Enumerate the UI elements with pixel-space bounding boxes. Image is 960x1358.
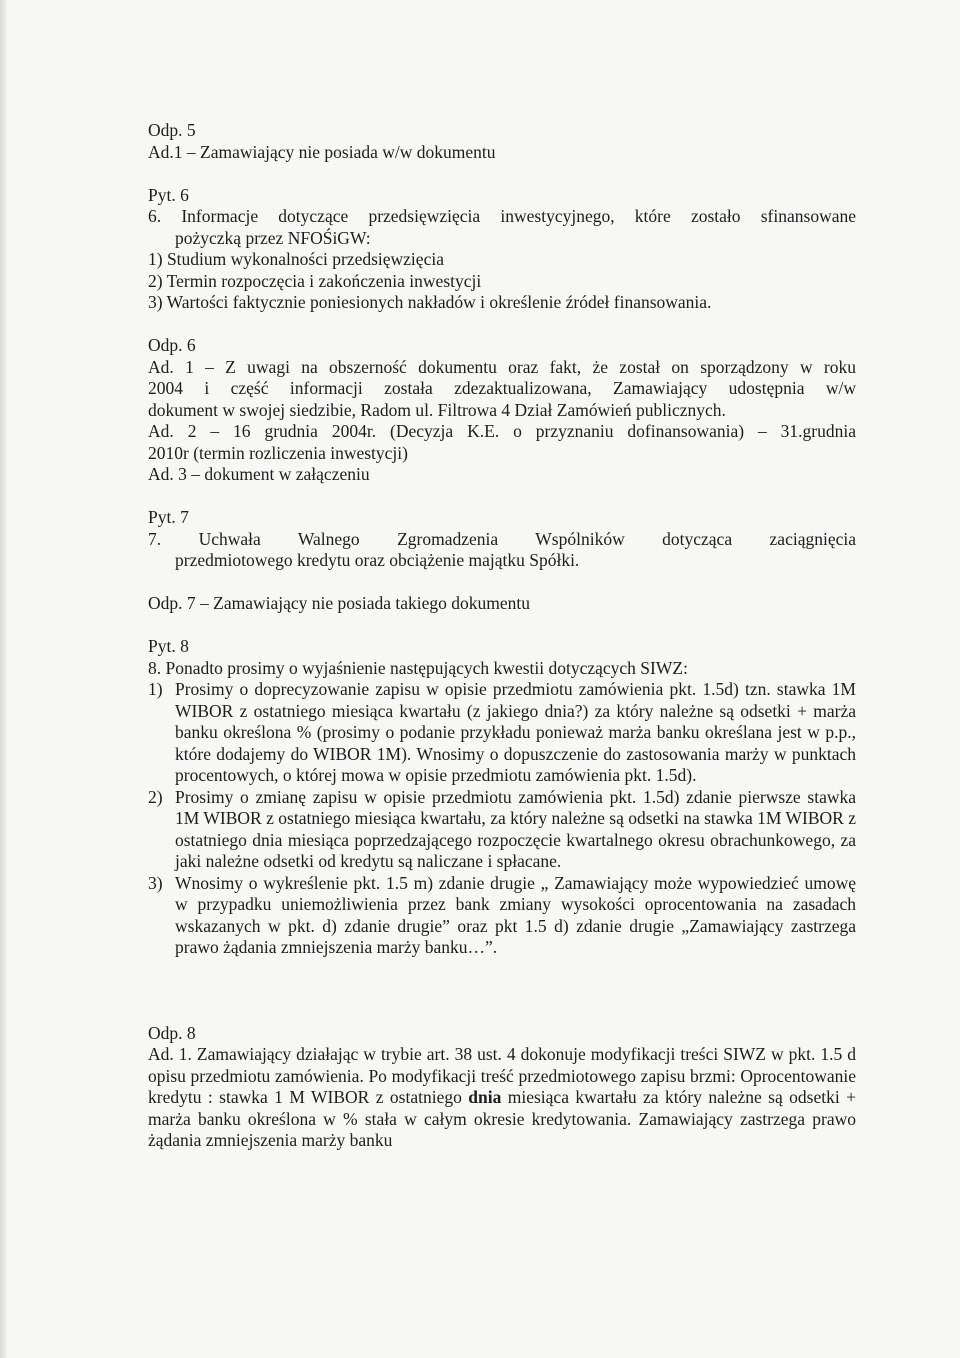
odp6-ad1-line3: dokument w swojej siedzibie, Radom ul. Filtrowa 4 Dział Zamówień publicznych. <box>148 399 726 420</box>
odp8-bold-word: dnia <box>468 1087 502 1107</box>
pyt7-line2: przedmiotowego kredytu oraz obciążenie majątku Spółki. <box>175 550 580 570</box>
document-page <box>148 120 856 1152</box>
odp6-ad2-line1: Ad. 2 – 16 grudnia 2004r. (Decyzja K.E. o przyznaniu dofinansowania) – 31.grudnia <box>148 421 856 441</box>
pyt8-heading: Pyt. 8 <box>148 636 189 656</box>
odp5-line: Ad.1 – Zamawiający nie posiada w/w dokumentu <box>148 141 496 162</box>
pyt7-section <box>148 507 856 572</box>
odp6-ad1-line2: 2004 i część informacji została zdezaktualizowana, Zamawiający udostępnia w/w <box>148 378 856 398</box>
pyt8-item-text: Prosimy o doprecyzowanie zapisu w opisie przedmiotu zamówienia pkt. 1.5d) tzn. stawka 1M WIBOR z ostatniego miesiąca kwartału (z jakiego dnia?) za który należne są odsetki + marża banku określona % (prosimy o podanie przykładu ponieważ marża banku określana jest w p.p., które dodajemy do WIBOR 1M). Wnosimy o dopuszczenie do zastosowania marży w punktach procentowych, o której mowa w opisie przedmiotu zamówienia pkt. 1.5d). <box>175 679 856 785</box>
pyt8-item <box>148 679 856 787</box>
pyt8-item-number: 2) <box>148 786 163 807</box>
pyt8-item <box>148 787 856 873</box>
odp8-section <box>148 1023 856 1152</box>
pyt6-question-line1: 6. Informacje dotyczące przedsięwzięcia inwestycyjnego, które zostało sfinansowane <box>148 206 856 226</box>
odp6-section <box>148 335 856 486</box>
pyt7-line1: 7. Uchwała Walnego Zgromadzenia Wspólników dotycząca zaciągnięcia <box>148 528 856 549</box>
pyt8-section <box>148 636 856 959</box>
odp7-section <box>148 593 856 615</box>
odp7-line: Odp. 7 – Zamawiający nie posiada takiego dokumentu <box>148 593 530 613</box>
pyt6-item: 2) Termin rozpoczęcia i zakończenia inwestycji <box>148 270 482 291</box>
pyt8-item-text: Wnosimy o wykreślenie pkt. 1.5 m) zdanie drugie „ Zamawiający może wypowiedzieć umowę w przypadku uniemożliwienia przez bank zmiany wysokości oprocentowania na zasadach wskazanych w pkt. d) zdanie drugie” oraz pkt 1.5 d) zdanie drugie „Zamawiający zastrzega prawo żądania zmniejszenia marży banku…”. <box>175 872 856 957</box>
odp8-heading: Odp. 8 <box>148 1022 196 1043</box>
pyt7-heading: Pyt. 7 <box>148 507 189 527</box>
pyt8-intro: 8. Ponadto prosimy o wyjaśnienie następujących kwestii dotyczących SIWZ: <box>148 657 688 678</box>
pyt8-item <box>148 873 856 959</box>
odp5-section <box>148 120 856 163</box>
odp8-paragraph <box>148 1044 856 1152</box>
odp8-text-before-bold: Ad. 1. Zamawiający działając w trybie art. 38 ust. 4 dokonuje modyfikacji treści SIWZ w pkt. 1.5 d opisu przedmiotu zamówienia. Po modyfikacji treść przedmiotowego zapisu brzmi: Oprocentowanie kredytu : stawka 1 M WIBOR z ostatniego <box>148 1044 856 1107</box>
pyt6-item: 1) Studium wykonalności przedsięwzięcia <box>148 249 444 269</box>
odp6-ad2-line2: 2010r (termin rozliczenia inwestycji) <box>148 442 408 463</box>
pyt6-item: 3) Wartości faktycznie poniesionych nakładów i określenie źródeł finansowania. <box>148 292 712 312</box>
odp6-ad3: Ad. 3 – dokument w załączeniu <box>148 464 370 484</box>
odp6-heading: Odp. 6 <box>148 335 196 355</box>
odp6-ad1-line1: Ad. 1 – Z uwagi na obszerność dokumentu oraz fakt, że został on sporządzony w roku <box>148 356 856 377</box>
pyt8-item-text: Prosimy o zmianę zapisu w opisie przedmiotu zamówienia pkt. 1.5d) zdanie pierwsze stawka 1M WIBOR z ostatniego miesiąca kwartału, za który należne są odsetki na stawka 1M WIBOR z ostatniego dnia miesiąca poprzedzającego rozpoczęcie kwartalnego okresu obrachunkowego, za jaki należne odsetki od kredytu są naliczane i spłacane. <box>175 786 856 871</box>
pyt8-item-number: 1) <box>148 679 163 699</box>
pyt8-item-number: 3) <box>148 872 163 893</box>
pyt6-question-line2: pożyczką przez NFOŚiGW: <box>175 227 371 248</box>
pyt6-section <box>148 185 856 314</box>
scan-edge-shadow <box>0 0 7 1358</box>
odp5-heading: Odp. 5 <box>148 120 196 140</box>
odp8-text-after-bold: miesiąca kwartału za który należne są odsetki + marża banku określona w % stała w całym okresie kredytowania. Zamawiający zastrzega prawo żądania zmniejszenia marży banku <box>148 1087 856 1150</box>
pyt6-heading: Pyt. 6 <box>148 184 189 205</box>
